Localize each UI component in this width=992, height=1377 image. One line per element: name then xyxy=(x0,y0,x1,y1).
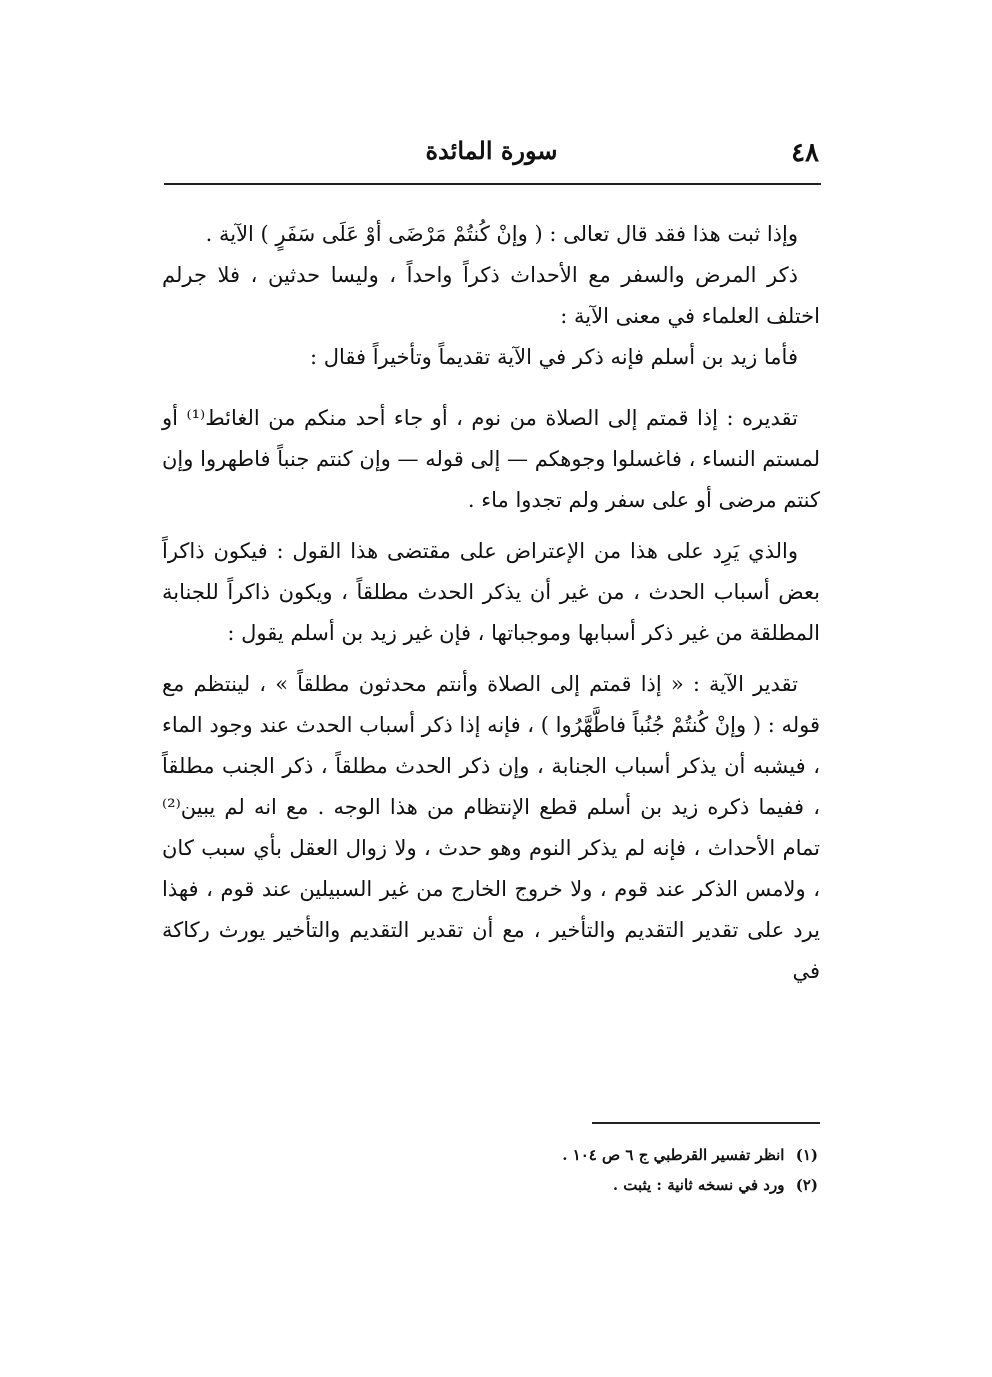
footnote-1 xyxy=(400,1140,818,1170)
paragraph-6: تقدير الآية : « إذا قمتم إلى الصلاة وأنتم محدثون مطلقاً » ، لينتظم مع قوله : ( وإنْ كُنتُمْ جُنُباً فاطَّهَّرُوا ) ، فإنه إذا ذكر أسباب الحدث عند وجود الماء ، فيشبه أن يذكر أسباب الجنابة ، وإن ذكر الحدث مطلقاً ، ذكر الجنب مطلقاً ، ففيما ذكره زيد بن أسلم قطع الإنتظام من هذا الوجه . مع انه لم يبين⁽²⁾ تمام الأحداث ، فإنه لم يذكر النوم وهو حدث ، ولا زوال العقل بأي سبب كان ، ولامس الذكر عند قوم ، ولا خروج الخارج من غير السبيلين عند قوم ، فهذا يرد على تقدير التقديم والتأخير ، مع أن تقدير التقديم والتأخير يورث ركاكة في xyxy=(162,672,820,983)
page-header xyxy=(164,132,819,176)
footnote-number: (٢) xyxy=(795,1176,818,1194)
paragraph-4: تقديره : إذا قمتم إلى الصلاة من نوم ، أو جاء أحد منكم من الغائط⁽¹⁾ أو لمستم النساء ، فاغسلوا وجوهكم — إلى قوله — وإن كنتم جنباً فاطهروا وإن كنتم مرضى أو على سفر ولم تجدوا ماء . xyxy=(162,406,820,512)
header-rule xyxy=(164,183,821,185)
running-title: سورة المائدة xyxy=(425,136,558,165)
footnote-text: ورد في نسخه ثانية : يثبت . xyxy=(612,1176,785,1194)
paragraph-2: ذكر المرض والسفر مع الأحداث ذكراً واحداً ، وليسا حدثين ، فلا جرلم اختلف العلماء في معنى الآية : xyxy=(162,263,820,328)
paragraph-3: فأما زيد بن أسلم فإنه ذكر في الآية تقديماً وتأخيراً فقال : xyxy=(309,345,798,369)
footnotes xyxy=(400,1140,818,1200)
footnote-2 xyxy=(400,1170,818,1200)
page-number: ٤٨ xyxy=(791,138,819,168)
paragraph-1: وإذا ثبت هذا فقد قال تعالى : ( وإنْ كُنتُمْ مَرْضَى أوْ عَلَى سَفَرٍ ) الآية . xyxy=(205,222,798,246)
footnote-rule xyxy=(592,1122,820,1124)
footnote-number: (١) xyxy=(795,1146,818,1164)
footnote-text: انظر تفسير القرطبي ج ٦ ص ١٠٤ . xyxy=(562,1146,785,1164)
body-text xyxy=(162,214,820,992)
paragraph-5: والذي يَرِد على هذا من الإعتراض على مقتضى هذا القول : فيكون ذاكراً بعض أسباب الحدث ، من غير أن يذكر الحدث مطلقاً ، ويكون ذاكراً للجنابة المطلقة من غير ذكر أسبابها وموجباتها ، فإن غير زيد بن أسلم يقول : xyxy=(162,539,820,645)
